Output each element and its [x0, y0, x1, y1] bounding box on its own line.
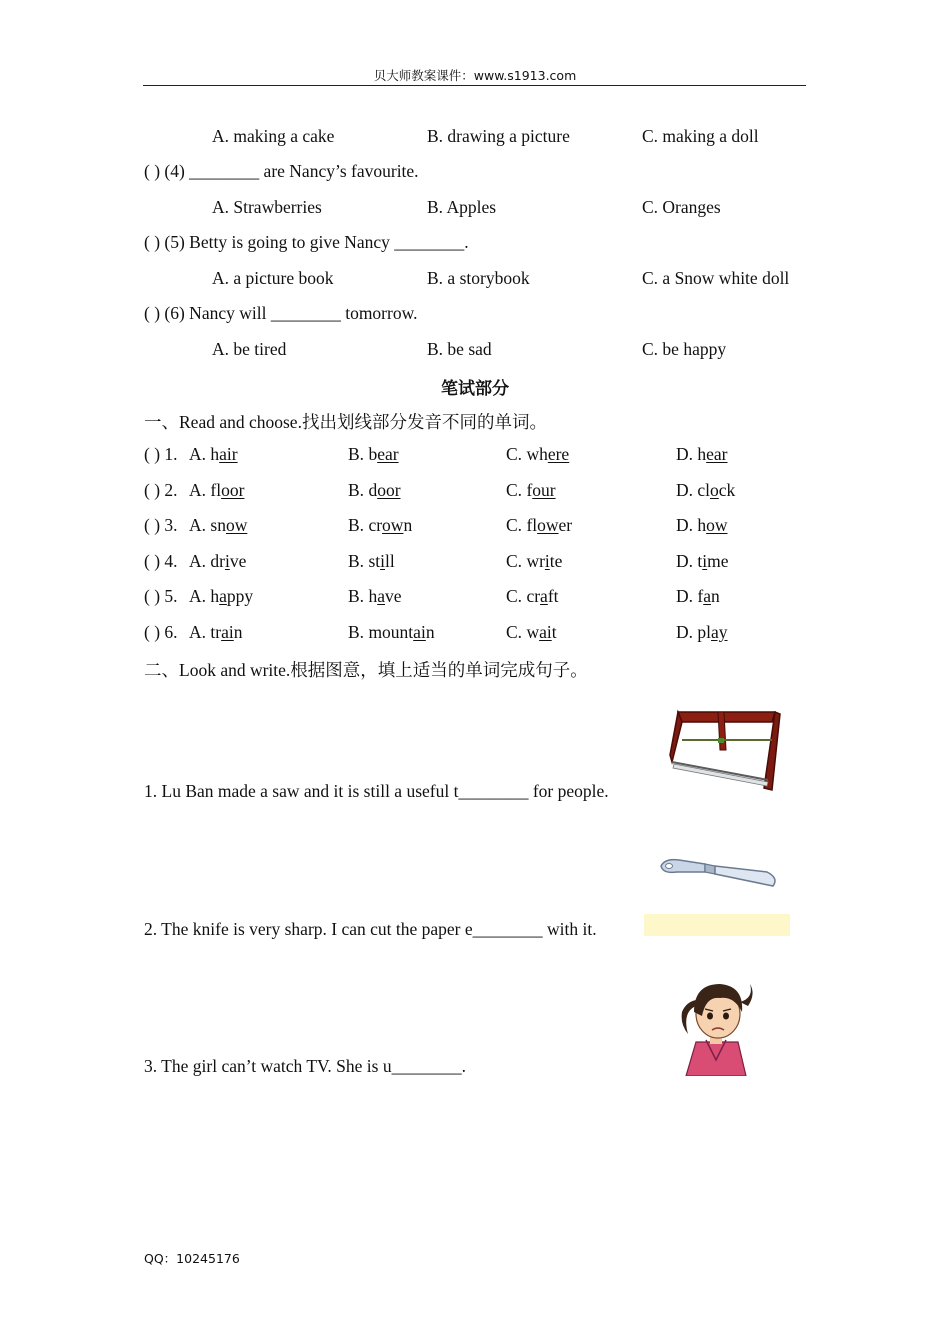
row3-option-d [676, 515, 728, 536]
knife-picture [657, 852, 782, 894]
section1-row-1 [144, 444, 178, 465]
row1-option-d [676, 444, 728, 465]
q5-stem: ( ) (5) Betty is going to give Nancy ________. [144, 232, 469, 252]
option-pre: fl [210, 479, 222, 500]
q4-stem: ( ) (4) ________ are Nancy’s favourite. [144, 161, 419, 181]
option-label: C. [506, 621, 527, 642]
option-pre: h [210, 586, 220, 606]
option-pre: h [697, 515, 707, 535]
section1-title: 一、Read and choose.找出划线部分发音不同的单词。 [144, 412, 547, 432]
section2-title: 二、Look and write.根据图意，填上适当的单词完成句子。 [144, 660, 588, 680]
underlined-letters: ow [537, 515, 559, 535]
option-pre: tr [210, 621, 222, 642]
option-label: A. [189, 515, 211, 535]
underlined-letters: i [702, 550, 708, 571]
underlined-letters: a [540, 586, 548, 606]
option-post: n [711, 586, 720, 606]
row5-option-c [506, 586, 559, 607]
q4-option-a: A. Strawberries [212, 197, 322, 217]
section2-item-1: 1. Lu Ban made a saw and it is still a useful t________ for people. [144, 781, 609, 801]
q3-option-b: B. drawing a picture [427, 126, 570, 146]
option-post: ppy [226, 586, 254, 606]
option-pre: h [210, 444, 220, 464]
row5-option-d [676, 586, 720, 607]
underlined-letters: ear [706, 444, 728, 464]
option-post: ve [384, 586, 402, 606]
underlined-letters: ai [221, 621, 234, 642]
option-label: A. [189, 621, 211, 642]
option-pre: cl [697, 479, 711, 500]
option-pre: b [368, 444, 378, 464]
row-number: ( ) 2. [144, 479, 178, 500]
row3-option-a [189, 515, 247, 536]
option-label: D. [676, 621, 698, 642]
option-label: D. [676, 586, 698, 606]
row6-option-b [348, 622, 435, 643]
option-pre: d [368, 479, 378, 500]
row4-option-c [506, 551, 562, 572]
underlined-letters: air [219, 444, 238, 464]
option-label: B. [348, 621, 369, 642]
underlined-letters: i [224, 550, 230, 571]
saw-picture [660, 700, 785, 798]
section1-row-4 [144, 551, 178, 572]
option-label: D. [676, 479, 698, 500]
q4-option-c: C. Oranges [642, 197, 721, 217]
row4-option-d [676, 551, 729, 572]
section1-row-5 [144, 586, 178, 607]
row6-option-d [676, 622, 728, 643]
q6-option-b: B. be sad [427, 339, 492, 359]
option-pre: t [697, 550, 703, 571]
option-label: A. [189, 586, 211, 606]
option-pre: st [368, 550, 381, 571]
underlined-letters: i [380, 550, 385, 571]
q3-option-c: C. making a doll [642, 126, 759, 146]
option-pre: w [526, 621, 540, 642]
underlined-letters: a [377, 586, 385, 606]
q3-option-a: A. making a cake [212, 126, 335, 146]
option-label: C. [506, 586, 527, 606]
written-part-title: 笔试部分 [441, 379, 509, 399]
option-label: C. [506, 515, 527, 535]
option-post: ll [385, 550, 395, 571]
paper-strip-picture [644, 914, 790, 936]
row5-option-a [189, 586, 253, 607]
option-pre: pl [697, 621, 712, 642]
underlined-letters: oor [377, 479, 401, 500]
section2-item-3: 3. The girl can’t watch TV. She is u________. [144, 1056, 466, 1076]
q5-option-b: B. a storybook [427, 268, 530, 288]
underlined-letters: ere [547, 444, 570, 464]
row2-option-c [506, 480, 556, 501]
option-label: A. [189, 444, 211, 464]
row3-option-c [506, 515, 572, 536]
option-pre: sn [210, 515, 226, 535]
underlined-letters: ow [225, 515, 248, 535]
option-label: B. [348, 550, 369, 571]
underlined-letters: a [703, 586, 711, 606]
option-pre: wr [526, 550, 545, 571]
row-number: ( ) 6. [144, 621, 178, 642]
option-post: n [403, 515, 413, 535]
option-pre: f [526, 479, 533, 500]
option-pre: cr [368, 515, 383, 535]
option-post: ft [547, 586, 559, 606]
option-post: n [425, 621, 435, 642]
option-pre: h [697, 444, 707, 464]
option-label: A. [189, 479, 211, 500]
underlined-letters: a [219, 586, 227, 606]
option-label: C. [506, 479, 527, 500]
page-footer: QQ：10245176 [144, 1251, 240, 1266]
underlined-letters: o [710, 479, 719, 500]
row6-option-a [189, 622, 242, 643]
option-post: t [551, 621, 557, 642]
sad-girl-picture [676, 976, 756, 1076]
option-pre: fl [526, 515, 538, 535]
row3-option-b [348, 515, 412, 536]
row2-option-d [676, 480, 735, 501]
q6-option-a: A. be tired [212, 339, 287, 359]
underlined-letters: oor [221, 479, 245, 500]
option-post: te [549, 550, 563, 571]
option-label: B. [348, 586, 369, 606]
row4-option-b [348, 551, 395, 572]
option-label: C. [506, 550, 527, 571]
underlined-letters: ow [706, 515, 728, 535]
option-pre: dr [210, 550, 225, 571]
option-post: ck [718, 479, 736, 500]
q5-option-a: A. a picture book [212, 268, 334, 288]
header-divider [143, 85, 806, 86]
option-label: B. [348, 479, 369, 500]
option-post: me [707, 550, 729, 571]
option-label: B. [348, 444, 369, 464]
section1-row-6 [144, 622, 178, 643]
row1-option-b [348, 444, 399, 465]
q6-option-c: C. be happy [642, 339, 727, 359]
page-header: 贝大师教案课件：www.s1913.com [373, 68, 577, 83]
row1-option-a [189, 444, 238, 465]
q6-stem: ( ) (6) Nancy will ________ tomorrow. [144, 303, 418, 323]
underlined-letters: ay [711, 621, 728, 642]
option-pre: h [368, 586, 378, 606]
underlined-letters: ow [382, 515, 404, 535]
option-post: er [558, 515, 573, 535]
row6-option-c [506, 622, 557, 643]
option-label: B. [348, 515, 369, 535]
option-label: A. [189, 550, 211, 571]
row-number: ( ) 1. [144, 444, 178, 464]
row2-option-b [348, 480, 401, 501]
underlined-letters: ai [539, 621, 552, 642]
underlined-letters: ai [413, 621, 426, 642]
underlined-letters: i [544, 550, 550, 571]
option-label: C. [506, 444, 527, 464]
option-label: D. [676, 515, 698, 535]
q4-option-b: B. Apples [427, 197, 497, 217]
section2-item-2: 2. The knife is very sharp. I can cut the paper e________ with it. [144, 919, 597, 939]
underlined-letters: our [532, 479, 556, 500]
option-pre: mount [368, 621, 414, 642]
section1-row-3 [144, 515, 178, 536]
row-number: ( ) 4. [144, 550, 178, 571]
row1-option-c [506, 444, 569, 465]
row-number: ( ) 3. [144, 515, 178, 535]
option-pre: f [697, 586, 704, 606]
section1-row-2 [144, 480, 178, 501]
row2-option-a [189, 480, 244, 501]
option-label: D. [676, 444, 698, 464]
option-label: D. [676, 550, 698, 571]
underlined-letters: ear [377, 444, 399, 464]
option-post: n [233, 621, 243, 642]
q5-option-c: C. a Snow white doll [642, 268, 790, 288]
row5-option-b [348, 586, 402, 607]
option-pre: wh [526, 444, 548, 464]
row-number: ( ) 5. [144, 586, 178, 606]
option-pre: cr [526, 586, 541, 606]
option-post: ve [229, 550, 247, 571]
row4-option-a [189, 551, 246, 572]
